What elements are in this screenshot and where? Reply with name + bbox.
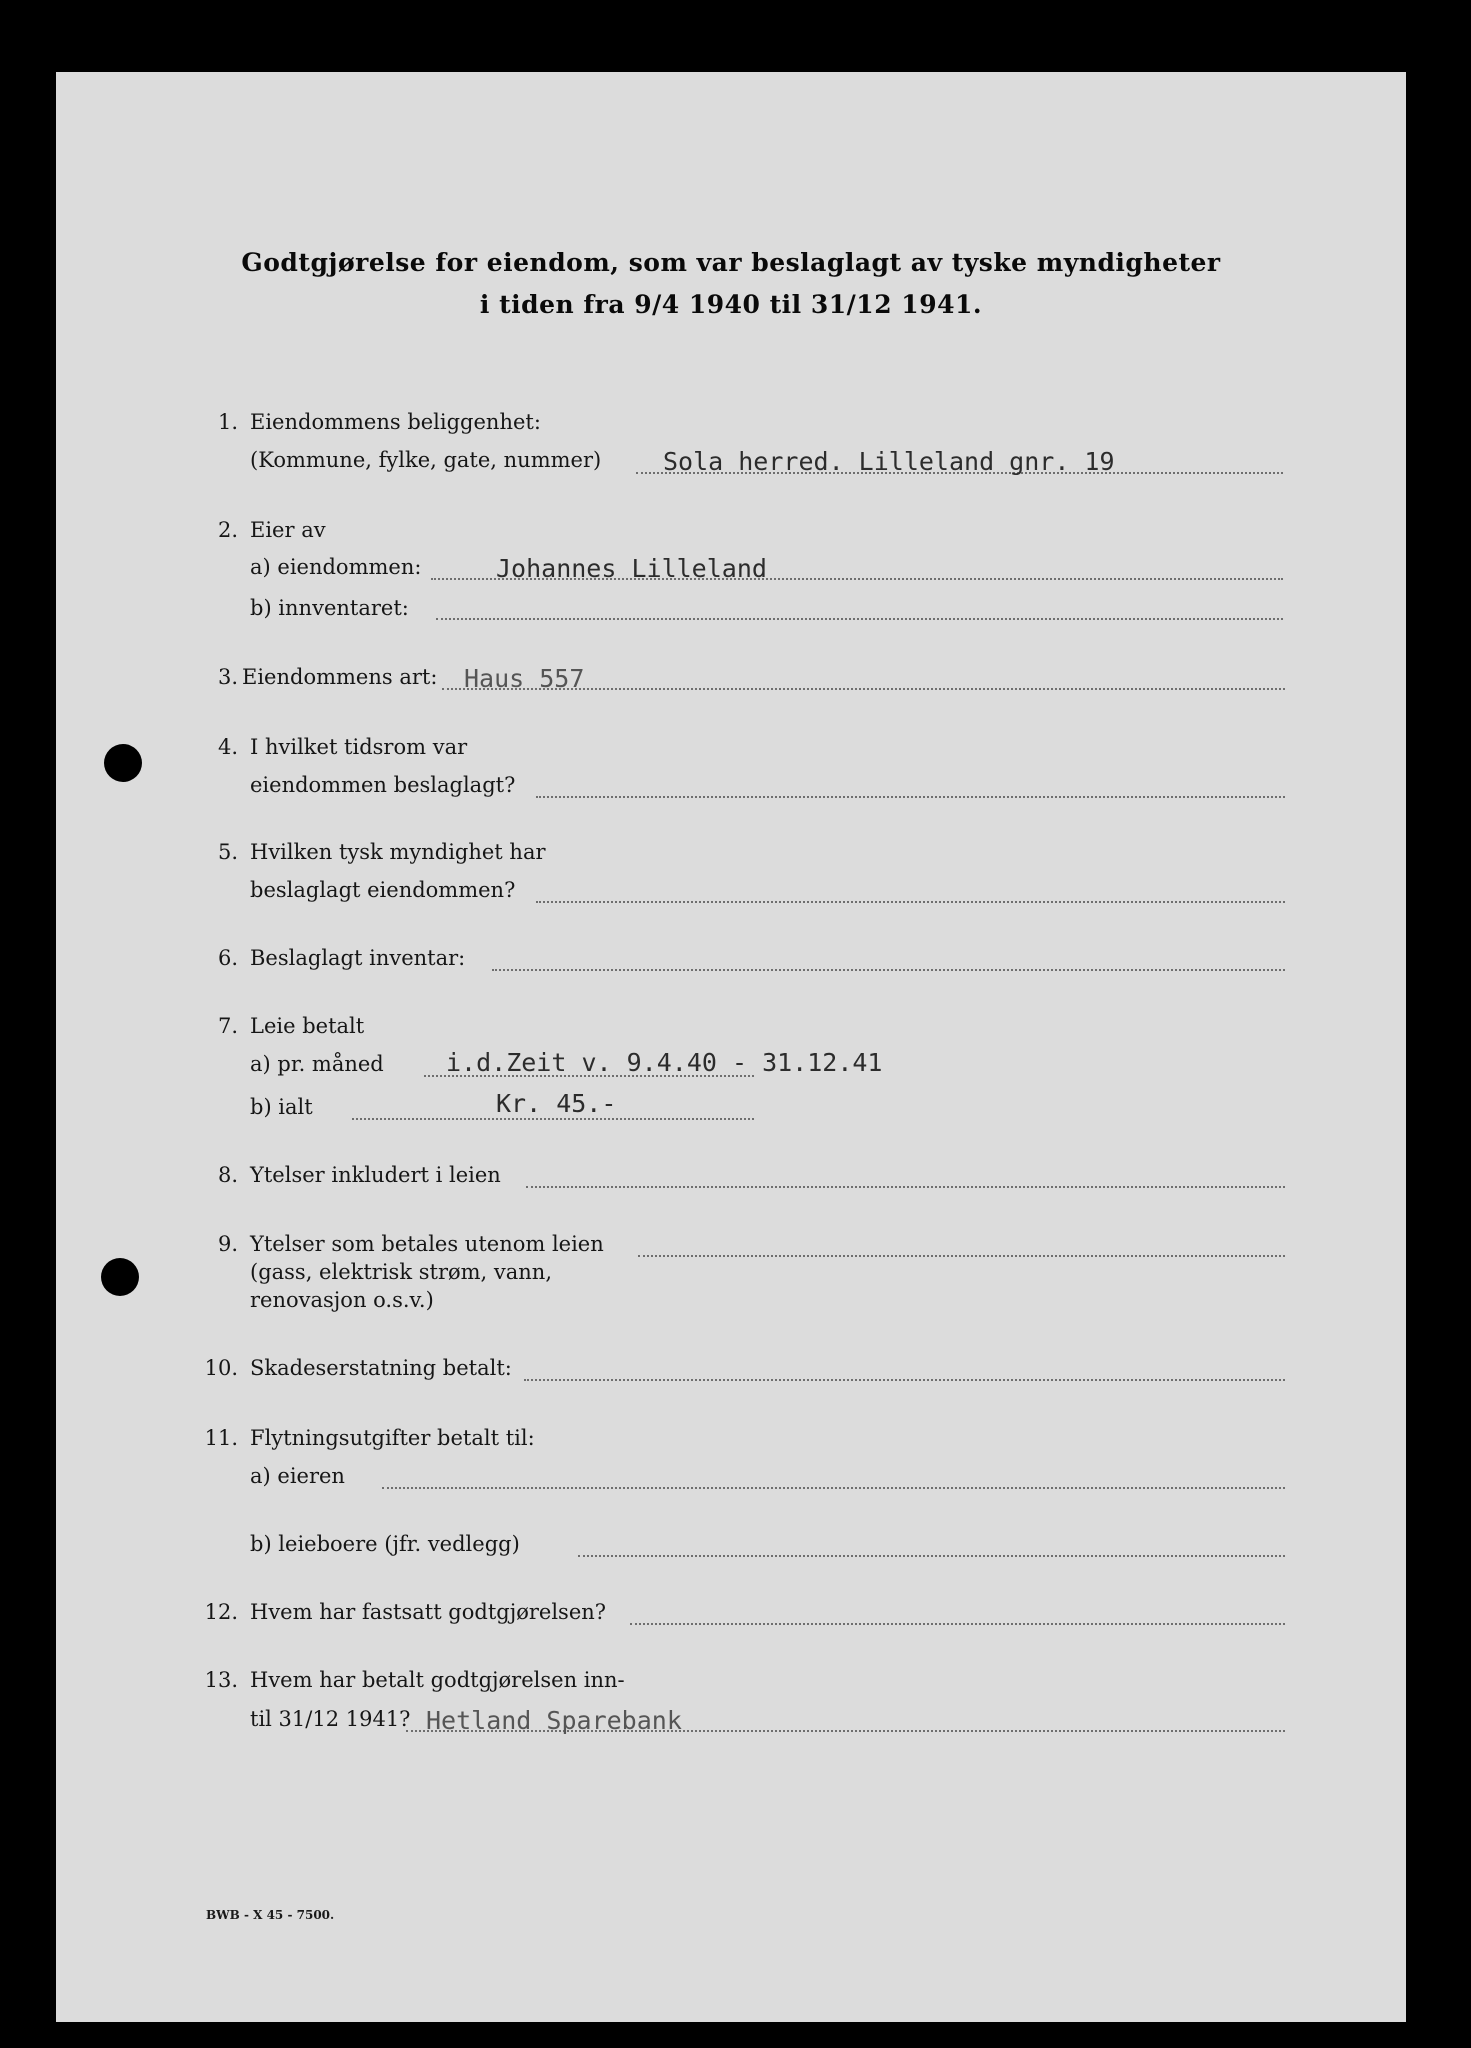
item-number: 10. xyxy=(204,1356,238,1380)
item-label: Flytningsutgifter betalt til: xyxy=(250,1426,535,1450)
item-label: Beslaglagt inventar: xyxy=(250,946,466,970)
answer-line xyxy=(492,969,1285,971)
answer-line xyxy=(638,1255,1285,1257)
punch-hole-bottom xyxy=(101,1258,139,1296)
handwritten-answer-type: Haus 557 xyxy=(464,664,585,693)
item-number: 8. xyxy=(217,1163,238,1187)
item-number: 9. xyxy=(217,1232,238,1256)
item-number: 4. xyxy=(217,735,238,759)
item-label: Hvilken tysk myndighet har xyxy=(250,840,546,864)
item-number: 7. xyxy=(217,1014,238,1038)
handwritten-answer-payer: Hetland Sparebank xyxy=(426,1706,682,1735)
answer-line xyxy=(352,1118,754,1120)
item-label: b) leieboere (jfr. vedlegg) xyxy=(250,1532,520,1556)
item-number: 11. xyxy=(204,1426,238,1450)
item-label: Skadeserstatning betalt: xyxy=(250,1356,512,1380)
handwritten-answer-rent-period: i.d.Zeit v. 9.4.40 - 31.12.41 xyxy=(446,1048,883,1077)
item-label: (Kommune, fylke, gate, nummer) xyxy=(250,448,602,472)
item-label: til 31/12 1941? xyxy=(250,1707,411,1731)
punch-hole-top xyxy=(104,744,142,782)
item-label: (gass, elektrisk strøm, vann, xyxy=(250,1260,552,1284)
answer-line xyxy=(578,1555,1285,1557)
item-label: Eiendommens art: xyxy=(242,665,438,689)
item-number: 5. xyxy=(217,840,238,864)
item-label: b) innventaret: xyxy=(250,596,409,620)
item-label: I hvilket tidsrom var xyxy=(250,735,468,759)
handwritten-answer-owner: Johannes Lilleland xyxy=(496,554,767,583)
form-print-code: BWB - X 45 - 7500. xyxy=(206,1908,335,1922)
item-number: 3. xyxy=(217,665,238,689)
item-number: 12. xyxy=(204,1600,238,1624)
item-label: Ytelser som betales utenom leien xyxy=(250,1232,604,1256)
item-number: 6. xyxy=(217,946,238,970)
handwritten-answer-location: Sola herred. Lilleland gnr. 19 xyxy=(663,447,1115,476)
item-label: beslaglagt eiendommen? xyxy=(250,878,516,902)
item-number: 1. xyxy=(217,410,238,434)
item-label: Ytelser inkludert i leien xyxy=(250,1163,501,1187)
item-label: eiendommen beslaglagt? xyxy=(250,773,516,797)
item-label: Eier av xyxy=(250,518,326,542)
item-number: 13. xyxy=(204,1668,238,1692)
item-label: a) eieren xyxy=(250,1464,345,1488)
answer-line xyxy=(630,1623,1285,1625)
item-label: Hvem har fastsatt godtgjørelsen? xyxy=(250,1600,607,1624)
answer-line xyxy=(536,796,1285,798)
form-sheet xyxy=(56,72,1406,2022)
form-title-line2: i tiden fra 9/4 1940 til 31/12 1941. xyxy=(479,290,983,319)
answer-line xyxy=(524,1379,1285,1381)
answer-line xyxy=(536,901,1285,903)
item-label: Hvem har betalt godtgjørelsen inn- xyxy=(250,1668,625,1692)
item-label: b) ialt xyxy=(250,1095,313,1119)
item-label: renovasjon o.s.v.) xyxy=(250,1288,434,1312)
item-label: a) pr. måned xyxy=(250,1052,384,1076)
answer-line xyxy=(436,618,1283,620)
answer-line xyxy=(382,1487,1285,1489)
item-label: Eiendommens beliggenhet: xyxy=(250,410,541,434)
form-title-line1: Godtgjørelse for eiendom, som var beslaglagt av tyske myndigheter xyxy=(241,248,1221,277)
answer-line xyxy=(526,1186,1285,1188)
item-number: 2. xyxy=(217,518,238,542)
handwritten-answer-rent-total: Kr. 45.- xyxy=(496,1089,617,1118)
item-label: Leie betalt xyxy=(250,1014,365,1038)
item-label: a) eiendommen: xyxy=(250,555,422,579)
